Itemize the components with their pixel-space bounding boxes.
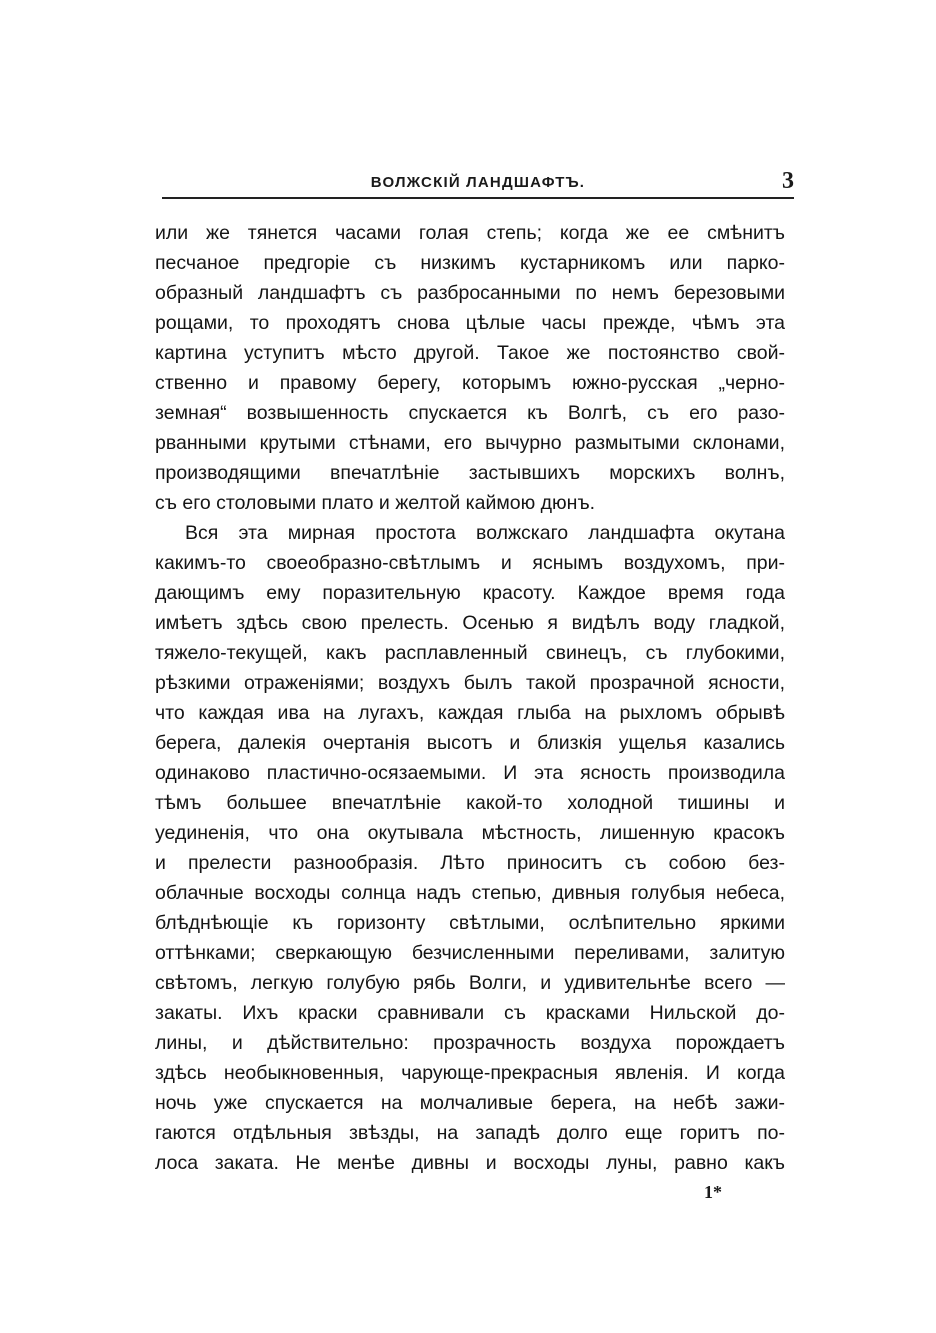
text-line: съ его столовыми плато и желтой каймою дюнъ. bbox=[155, 492, 596, 514]
signature-mark: 1* bbox=[704, 1182, 722, 1202]
text-line: и прелести разнообразія. Лѣто приноситъ съ собою без- bbox=[155, 852, 785, 874]
text-line: образный ландшафтъ съ разбросанными по немъ березовыми bbox=[155, 282, 785, 304]
text-line: лоса заката. Не менѣе дивны и восходы луны, равно какъ bbox=[155, 1152, 785, 1174]
text-line: блѣднѣющіе къ горизонту свѣтлыми, ослѣпительно яркими bbox=[155, 912, 785, 934]
header-rule bbox=[162, 197, 794, 199]
text-line: или же тянется часами голая степь; когда же ее смѣнитъ bbox=[155, 222, 785, 244]
text-line: гаются отдѣльныя звѣзды, на западѣ долго еще горитъ по- bbox=[155, 1122, 785, 1144]
text-line: свѣтомъ, легкую голубую рябь Волги, и удивительнѣе всего — bbox=[155, 972, 785, 994]
running-head bbox=[162, 170, 794, 196]
text-line: облачные восходы солнца надъ степью, дивныя голубыя небеса, bbox=[155, 882, 785, 904]
text-line: рощами, то проходятъ снова цѣлые часы прежде, чѣмъ эта bbox=[155, 312, 785, 334]
text-line: оттѣнками; сверкающую безчисленными переливами, залитую bbox=[155, 942, 785, 964]
text-line: Вся эта мирная простота волжскаго ландшафта окутана bbox=[185, 522, 785, 544]
text-line: картина уступитъ мѣсто другой. Такое же постоянство свой- bbox=[155, 342, 785, 364]
text-line: производящими впечатлѣніе застывшихъ морскихъ волнъ, bbox=[155, 462, 785, 484]
text-line: ственно и правому берегу, которымъ южно-русская „черно- bbox=[155, 372, 785, 394]
text-line: здѣсь необыкновенныя, чарующе-прекрасныя явленія. И когда bbox=[155, 1062, 785, 1084]
text-line: ночь уже спускается на молчаливые берега, на небѣ зажи- bbox=[155, 1092, 785, 1114]
text-body bbox=[155, 218, 785, 1178]
running-title: ВОЛЖСКІЙ ЛАНДШАФТЪ. bbox=[370, 174, 586, 191]
text-line: закаты. Ихъ краски сравнивали съ красками Нильской до- bbox=[155, 1002, 785, 1024]
text-line: дающимъ ему поразительную красоту. Каждое время года bbox=[155, 582, 785, 604]
text-line: рѣзкими отраженіями; воздухъ былъ такой прозрачной ясности, bbox=[155, 672, 785, 694]
text-line: земная“ возвышенность спускается къ Волгѣ, съ его разо- bbox=[155, 402, 785, 424]
text-line: рванными крутыми стѣнами, его вычурно размытыми склонами, bbox=[155, 432, 785, 454]
text-line: что каждая ива на лугахъ, каждая глыба на рыхломъ обрывѣ bbox=[155, 702, 785, 724]
text-line: тѣмъ большее впечатлѣніе какой-то холодной тишины и bbox=[155, 792, 785, 814]
text-line: какимъ-то своеобразно-свѣтлымъ и яснымъ воздухомъ, при- bbox=[155, 552, 785, 574]
text-line: песчаное предгоріе съ низкимъ кустарникомъ или парко- bbox=[155, 252, 785, 274]
text-line: лины, и дѣйствительно: прозрачность воздуха порождаетъ bbox=[155, 1032, 785, 1054]
page-number: 3 bbox=[782, 168, 794, 194]
text-line: одинаково пластично-осязаемыми. И эта ясность производила bbox=[155, 762, 785, 784]
text-line: имѣетъ здѣсь свою прелесть. Осенью я видѣлъ воду гладкой, bbox=[155, 612, 785, 634]
text-line: тяжело-текущей, какъ расплавленный свинецъ, съ глубокими, bbox=[155, 642, 785, 664]
text-line: берега, далекія очертанія высотъ и близкія ущелья казались bbox=[155, 732, 785, 754]
text-line: уединенія, что она окутывала мѣстность, лишенную красокъ bbox=[155, 822, 785, 844]
